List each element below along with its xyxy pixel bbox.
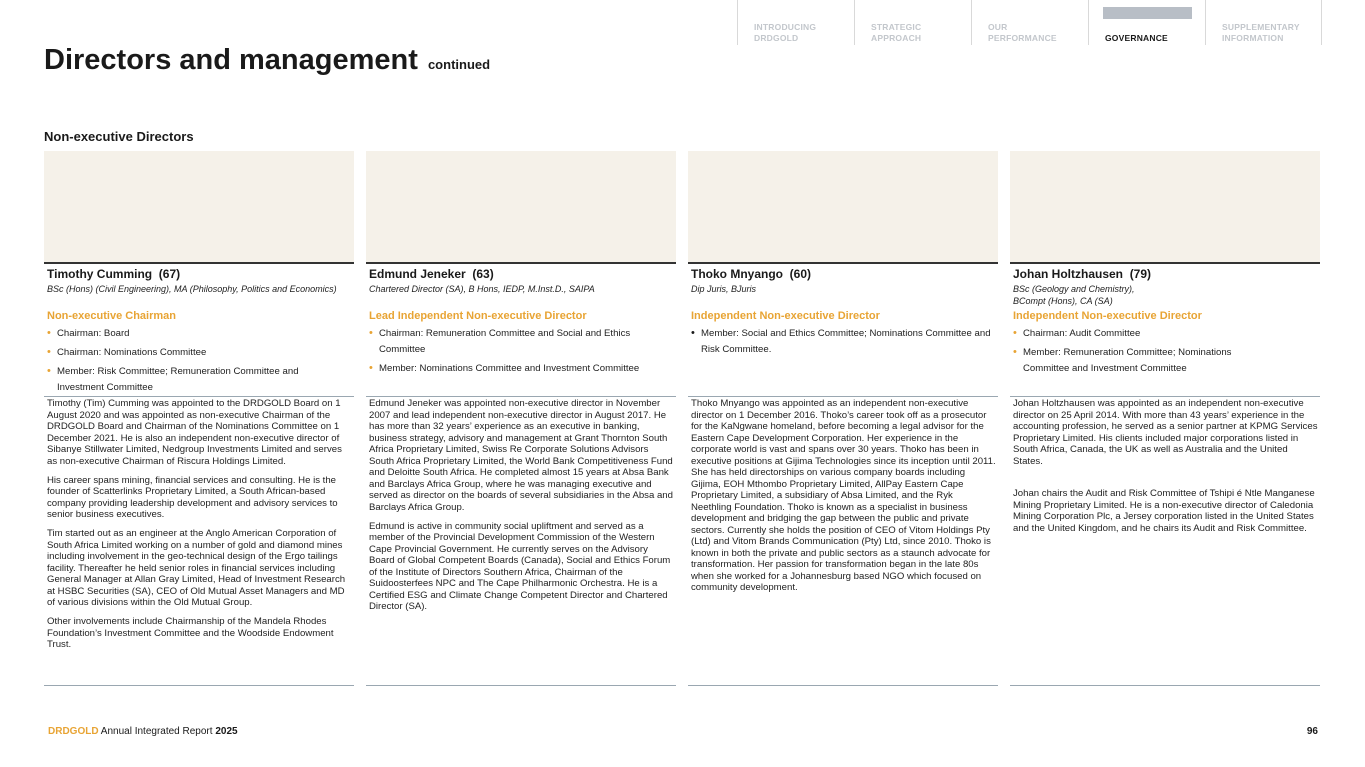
nav-tab-strategic[interactable] bbox=[854, 0, 971, 45]
page-title bbox=[44, 44, 490, 77]
bio-paragraph: Thoko Mnyango was appointed as an independent non-executive director on 1 December 2016. Thoko’s career took off as a prosecutor for the KaNgwane homeland, before becoming a legal advisor for the Eastern Cape Development Corporation. Her experience in the corporate world is vast and spans over 30 years. Thoko has been in executive positions at Gijima Technologies since its inception until 2011. She has held directorships on various company boards including Gijima, EOH Mthombo Proprietary Limited, AllPay Eastern Cape Proprietary Limited, a subsidiary of Absa Limited, and the Ryk Neethling Foundation. Thoko is known as a specialist in business development and bridging the gap between the public and private sectors. Currently she holds the position of CEO of Vitom Holdings Pty (Ltd) and Vitom Brands Communication (Pty) Ltd, since 2010. Thoko is known in both the private and public sectors as a staunch advocate for transformation. Her passion for transformation began in the late 80s when she worked for a Johannesburg based NGO which focused on community development. bbox=[691, 398, 996, 593]
page-title-suffix: continued bbox=[427, 57, 491, 72]
nav-tab-label: INFORMATION bbox=[1222, 32, 1284, 43]
director-age: (67) bbox=[158, 267, 181, 281]
section-heading: Non-executive Directors bbox=[44, 129, 194, 144]
nav-tab-performance[interactable] bbox=[971, 0, 1088, 45]
divider bbox=[44, 685, 354, 686]
active-tab-indicator bbox=[1103, 7, 1192, 19]
director-qualifications: Dip Juris, BJuris bbox=[691, 284, 757, 294]
director-name-text: Thoko Mnyango bbox=[691, 267, 783, 281]
footer-report: Annual Integrated Report bbox=[100, 726, 213, 737]
divider bbox=[366, 396, 676, 397]
director-photo bbox=[688, 151, 998, 262]
nav-tab-label: GOVERNANCE bbox=[1105, 33, 1168, 43]
director-name bbox=[369, 267, 673, 281]
divider bbox=[688, 685, 998, 686]
director-card bbox=[1010, 151, 1320, 686]
page-number: 96 bbox=[1306, 726, 1318, 737]
director-role: Independent Non-executive Director bbox=[1013, 310, 1202, 322]
committee-list bbox=[369, 326, 669, 380]
bio-paragraph: Other involvements include Chairmanship of the Mandela Rhodes Foundation’s Investment Committee and the Woodside Endowment Trust. bbox=[47, 616, 334, 650]
committee-item: • Member: Social and Ethics Committee; Nominations Committee and Risk Committee. bbox=[691, 326, 991, 357]
committee-item: • Chairman: Nominations Committee bbox=[47, 345, 347, 361]
director-name-text: Timothy Cumming bbox=[47, 267, 153, 281]
divider bbox=[366, 685, 676, 686]
director-bio bbox=[1013, 398, 1318, 542]
divider bbox=[1010, 396, 1320, 397]
bio-paragraph: Johan chairs the Audit and Risk Committee of Tshipi é Ntle Manganese Mining Proprietary Limited. He is a non-executive director of Caledonia Mining Corporation Plc, a Jersey corporation listed in the United States and the United Kingdom, and he chairs its Audit and Risk Committee. bbox=[1013, 488, 1315, 534]
nav-tab-governance[interactable] bbox=[1088, 0, 1205, 45]
bio-paragraph: Edmund Jeneker was appointed non-executive director in November 2007 and lead independent non-executive director in August 2017. He has more than 32 years’ experience as an executive in banking, business strategy, advisory and management at Grant Thornton South Africa Proprietary Limited, Swiss Re Corporate Solutions Advisors South Africa Proprietary Limited, the World Bank Competitiveness Fund and Deloitte South Africa. He completed almost 15 years at Absa Bank and Barclays Africa Group, where he was managing executive and served as director on the boards of several subsidiaries in the Absa and Barclays Africa Group. bbox=[369, 398, 673, 513]
committee-item: • Member: Risk Committee; Remuneration Committee and Investment Committee bbox=[47, 364, 347, 395]
director-age: (63) bbox=[472, 267, 494, 281]
nav-tab-label: PERFORMANCE bbox=[988, 32, 1057, 43]
committee-list bbox=[47, 326, 347, 399]
nav-tab-label: DRDGOLD bbox=[754, 32, 799, 43]
nav-tab-label: APPROACH bbox=[871, 32, 922, 43]
divider bbox=[688, 396, 998, 397]
director-bio bbox=[369, 398, 674, 620]
nav-tab-label: INTRODUCING bbox=[754, 22, 817, 32]
director-name bbox=[691, 267, 995, 281]
director-photo bbox=[1010, 151, 1320, 262]
nav-tab-label: STRATEGIC bbox=[871, 22, 922, 32]
director-name bbox=[47, 267, 351, 281]
director-role: Independent Non-executive Director bbox=[691, 310, 880, 322]
nav-tab-label: SUPPLEMENTARY bbox=[1222, 22, 1300, 32]
committee-list bbox=[691, 326, 991, 361]
nav-tab-supplementary[interactable] bbox=[1205, 0, 1322, 45]
director-name-text: Edmund Jeneker bbox=[369, 267, 466, 281]
footer-report-title bbox=[48, 726, 238, 737]
director-age: (60) bbox=[789, 267, 812, 281]
director-role: Non-executive Chairman bbox=[47, 310, 176, 322]
director-bio bbox=[47, 398, 352, 658]
bio-paragraph: Tim started out as an engineer at the Anglo American Corporation of South Africa Limited working on a number of gold and diamond mines including involvement in the geo-technical design of the Ergo tailings facility. Thereafter he held senior roles in financial services including General Manager at Allan Gray Limited, Head of Investment Research at HSBC Securities (SA), CEO of Old Mutual Asset Managers and MD of various divisions within the Old Mutual Group. bbox=[47, 528, 346, 608]
footer-year: 2025 bbox=[215, 726, 238, 737]
committee-list bbox=[1013, 326, 1273, 380]
director-role: Lead Independent Non-executive Director bbox=[369, 310, 587, 322]
divider bbox=[1010, 262, 1320, 264]
bio-paragraph: Edmund is active in community social upliftment and served as a member of the Provincial Development Commission of the Western Cape Provincial Government. He currently serves on the Advisory Board of Global Competent Boards (Canada), Social and Ethics Forum of the Institute of Directors Southern Africa, Chairman of the Suidoosterfees NPC and The Cape Philharmonic Orchestra. He is a Certified ESG and Climate Change Competent Director and Chartered Director (SA). bbox=[369, 520, 671, 612]
director-age: (79) bbox=[1129, 267, 1152, 281]
director-photo bbox=[366, 151, 676, 262]
divider bbox=[366, 262, 676, 264]
committee-item: • Member: Remuneration Committee; Nominations Committee and Investment Committee bbox=[1013, 345, 1273, 376]
committee-item: • Chairman: Board bbox=[47, 326, 347, 342]
director-name bbox=[1013, 267, 1317, 281]
page-title-text: Directors and management bbox=[44, 44, 418, 76]
divider bbox=[44, 262, 354, 264]
bio-paragraph: Timothy (Tim) Cumming was appointed to the DRDGOLD Board on 1 August 2020 and was appointed as non-executive Chairman of the DRDGOLD Board and Chairman of the Nominations Committee on 1 December 2021. He is also an independent non-executive director of Sibanye Stillwater Limited, Nedgroup Investments Limited and serves as non-executive Chairman of Riscura Holdings Limited. bbox=[47, 398, 342, 467]
director-photo bbox=[44, 151, 354, 262]
director-card bbox=[366, 151, 676, 686]
footer-brand: DRDGOLD bbox=[48, 726, 99, 737]
director-card bbox=[44, 151, 354, 686]
director-bio bbox=[691, 398, 996, 601]
committee-item: • Chairman: Audit Committee bbox=[1013, 326, 1273, 342]
divider bbox=[688, 262, 998, 264]
bio-paragraph: Johan Holtzhausen was appointed as an independent non-executive director on 25 April 2014. With more than 43 years’ experience in the accounting profession, he served as a senior partner at KPMG Services Proprietary Limited. His clients included major corporations listed in South Africa, Canada, the UK as well as Australia and the United States. bbox=[1013, 398, 1318, 467]
divider bbox=[44, 396, 354, 397]
divider bbox=[1010, 685, 1320, 686]
director-qualifications: BSc (Geology and Chemistry), BCompt (Hons), CA (SA) bbox=[1013, 284, 1135, 306]
director-qualifications: Chartered Director (SA), B Hons, IEDP, M.Inst.D., SAIPA bbox=[369, 284, 595, 294]
nav-tab-label: OUR bbox=[988, 22, 1008, 32]
director-name-text: Johan Holtzhausen bbox=[1013, 267, 1124, 281]
director-card bbox=[688, 151, 998, 686]
director-qualifications: BSc (Hons) (Civil Engineering), MA (Philosophy, Politics and Economics) bbox=[47, 284, 337, 294]
nav-tab-introducing[interactable] bbox=[737, 0, 854, 45]
section-nav bbox=[737, 0, 1322, 45]
committee-item: • Chairman: Remuneration Committee and Social and Ethics Committee bbox=[369, 326, 669, 357]
bio-paragraph: His career spans mining, financial services and consulting. He is the founder of Scatterlinks Proprietary Limited, a South African-based company providing leadership development and advisory services to senior business executives. bbox=[47, 474, 338, 520]
committee-item: • Member: Nominations Committee and Investment Committee bbox=[369, 361, 669, 377]
